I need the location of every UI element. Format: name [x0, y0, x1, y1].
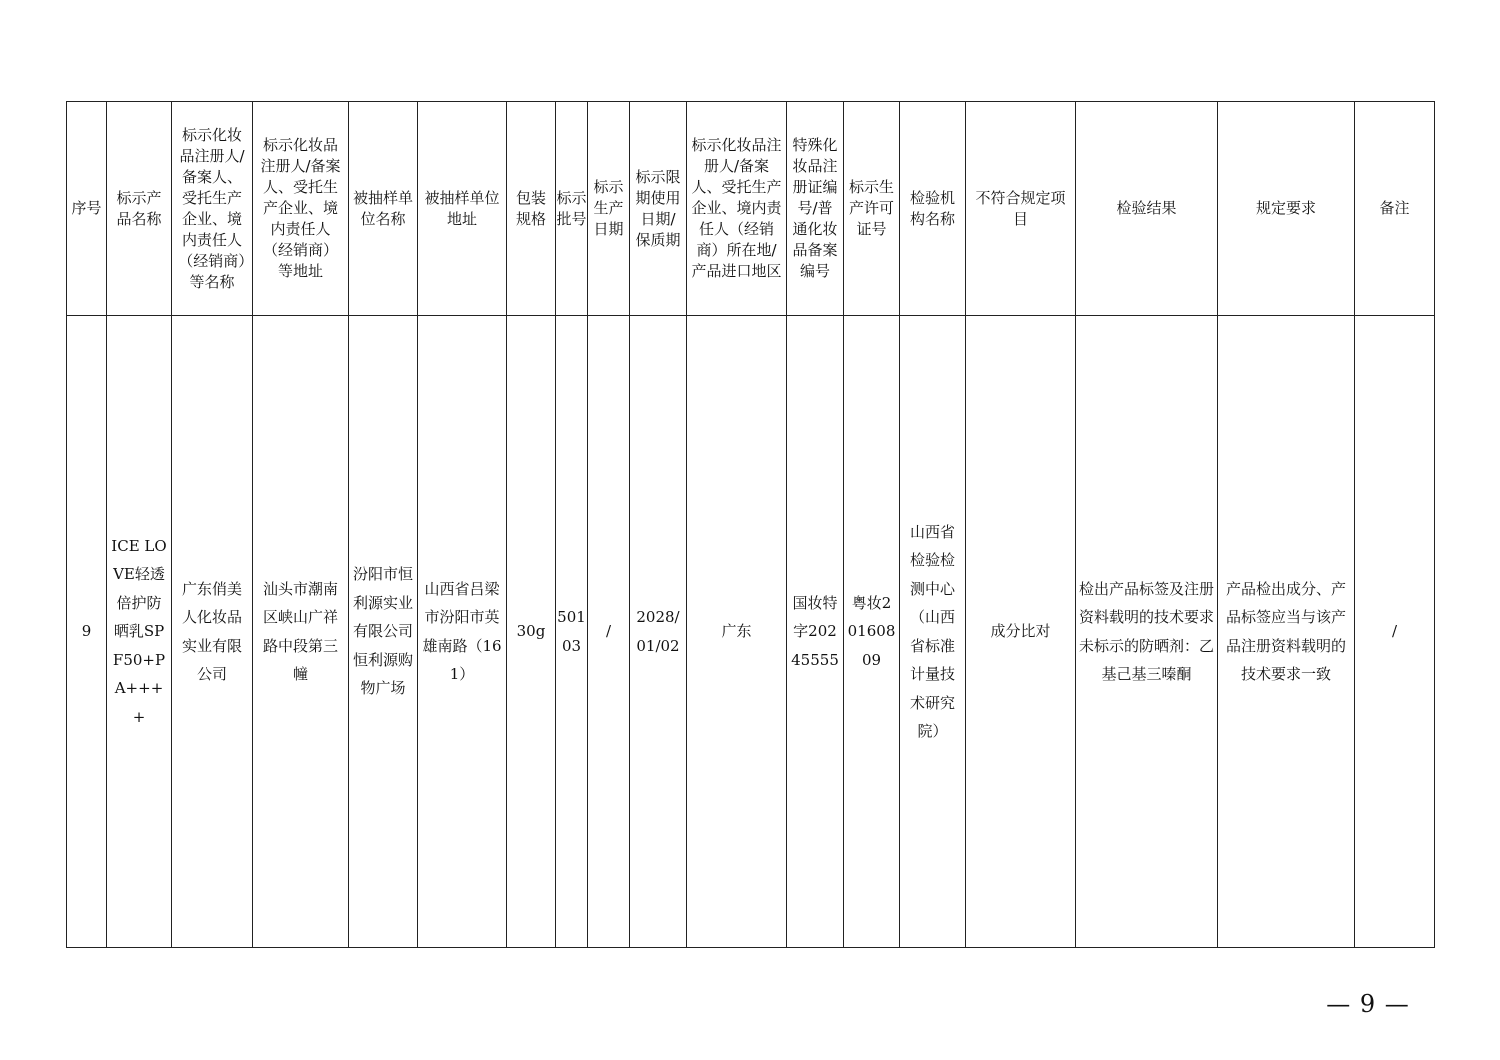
table-header-row [67, 102, 1435, 316]
header-remark: 备注 [1355, 102, 1435, 316]
cell-region: 广东 [687, 316, 787, 948]
header-registrant-name: 标示化妆品注册人/备案人、受托生产企业、境内责任人（经销商）等名称 [172, 102, 253, 316]
header-product-name: 标示产品名称 [107, 102, 172, 316]
cell-sampled-unit-address: 山西省吕梁市汾阳市英雄南路（161） [418, 316, 507, 948]
page-number: — 9 — [1326, 990, 1410, 1018]
cell-nonconforming-item: 成分比对 [966, 316, 1076, 948]
sampling-results-table [66, 101, 1435, 948]
header-expiry-date: 标示限期使用日期/保质期 [630, 102, 687, 316]
header-sampled-unit-address: 被抽样单位地址 [418, 102, 507, 316]
header-registration-number: 特殊化妆品注册证编号/普通化妆品备案编号 [787, 102, 844, 316]
header-testing-institution: 检验机构名称 [900, 102, 966, 316]
cell-registration-number: 国妆特字20245555 [787, 316, 844, 948]
cell-production-license: 粤妆20160809 [844, 316, 900, 948]
header-production-date: 标示生产日期 [588, 102, 630, 316]
header-batch-number: 标示批号 [556, 102, 588, 316]
header-registrant-address: 标示化妆品注册人/备案人、受托生产企业、境内责任人（经销商）等地址 [253, 102, 349, 316]
header-seq: 序号 [67, 102, 107, 316]
cell-seq: 9 [67, 316, 107, 948]
cell-product-name: ICE LOVE轻透倍护防晒乳SPF50+PA++++ [107, 316, 172, 948]
table-row [67, 316, 1435, 948]
cell-sampled-unit-name: 汾阳市恒利源实业有限公司恒利源购物广场 [349, 316, 418, 948]
cell-package-spec: 30g [507, 316, 556, 948]
cell-remark: / [1355, 316, 1435, 948]
header-region: 标示化妆品注册人/备案人、受托生产企业、境内责任人（经销商）所在地/产品进口地区 [687, 102, 787, 316]
header-test-result: 检验结果 [1076, 102, 1218, 316]
header-package-spec: 包装规格 [507, 102, 556, 316]
header-production-license: 标示生产许可证号 [844, 102, 900, 316]
header-requirement: 规定要求 [1218, 102, 1355, 316]
cell-registrant-address: 汕头市潮南区峡山广祥路中段第三幢 [253, 316, 349, 948]
cell-test-result: 检出产品标签及注册资料载明的技术要求未标示的防晒剂：乙基己基三嗪酮 [1076, 316, 1218, 948]
cell-production-date: / [588, 316, 630, 948]
cell-requirement: 产品检出成分、产品标签应当与该产品注册资料载明的技术要求一致 [1218, 316, 1355, 948]
cell-testing-institution: 山西省检验检测中心（山西省标准计量技术研究院） [900, 316, 966, 948]
cell-batch-number: 50103 [556, 316, 588, 948]
cell-expiry-date: 2028/01/02 [630, 316, 687, 948]
header-sampled-unit-name: 被抽样单位名称 [349, 102, 418, 316]
header-nonconforming-item: 不符合规定项目 [966, 102, 1076, 316]
cell-registrant-name: 广东俏美人化妆品实业有限公司 [172, 316, 253, 948]
